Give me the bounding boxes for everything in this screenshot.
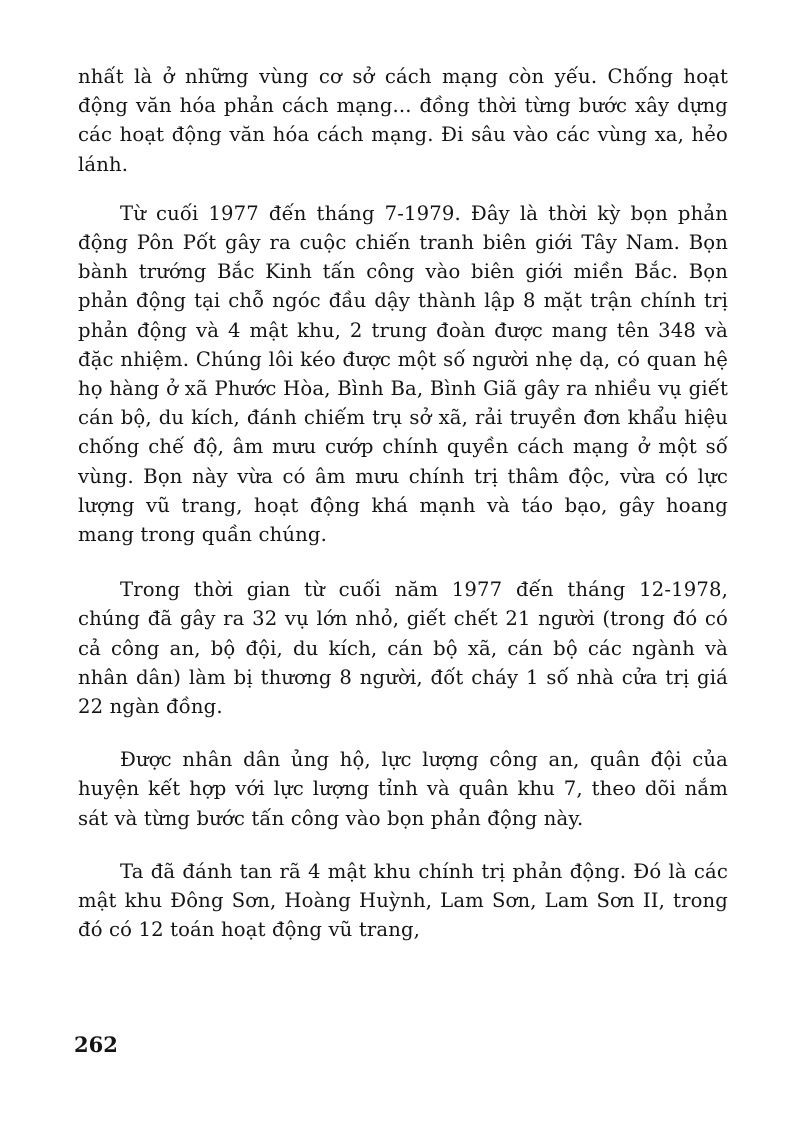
paragraph-casualties: Trong thời gian từ cuối năm 1977 đến tháng 12-1978, chúng đã gây ra 32 vụ lớn nhỏ, giết chết 21 người (trong đó có cả công an, bộ đội, du kích, cán bộ xã, cán bộ các ngành và nhân dân) làm bị thương 8 người, đốt cháy 1 số nhà cửa trị giá 22 ngàn đồng. — [78, 578, 728, 719]
paragraph-secret-zones: Ta đã đánh tan rã 4 mật khu chính trị phản động. Đó là các mật khu Đông Sơn, Hoàng Huỳnh, Lam Sơn, Lam Sơn II, trong đó có 12 toán hoạt động vũ trang, — [78, 859, 728, 942]
book-page-body — [78, 62, 728, 1062]
paragraph-period-1977-1979: Từ cuối 1977 đến tháng 7-1979. Đây là thời kỳ bọn phản động Pôn Pốt gây ra cuộc chiến tranh biên giới Tây Nam. Bọn bành trướng Bắc Kinh tấn công vào biên giới miền Bắc. Bọn phản động tại chỗ ngóc đầu dậy thành lập 8 mặt trận chính trị phản động và 4 mật khu, 2 trung đoàn được mang tên 348 và đặc nhiệm. Chúng lôi kéo được một số người nhẹ dạ, có quan hệ họ hàng ở xã Phước Hòa, Bình Ba, Bình Giã gây ra nhiều vụ giết cán bộ, du kích, đánh chiếm trụ sở xã, rải truyền đơn khẩu hiệu chống chế độ, âm mưu cướp chính quyền cách mạng ở một số vùng. Bọn này vừa có âm mưu chính trị thâm độc, vừa có lực lượng vũ trang, hoạt động khá mạnh và táo bạo, gây hoang mang trong quần chúng. — [78, 201, 728, 547]
page-number: 262 — [74, 1032, 118, 1057]
paragraph-continuation: nhất là ở những vùng cơ sở cách mạng còn yếu. Chống hoạt động văn hóa phản cách mạng... đồng thời từng bước xây dựng các hoạt động văn hóa cách mạng. Đi sâu vào các vùng xa, hẻo lánh. — [78, 65, 728, 176]
paragraph-counterattack: Được nhân dân ủng hộ, lực lượng công an, quân đội của huyện kết hợp với lực lượng tỉnh và quân khu 7, theo dõi nắm sát và từng bước tấn công vào bọn phản động này. — [78, 748, 728, 830]
